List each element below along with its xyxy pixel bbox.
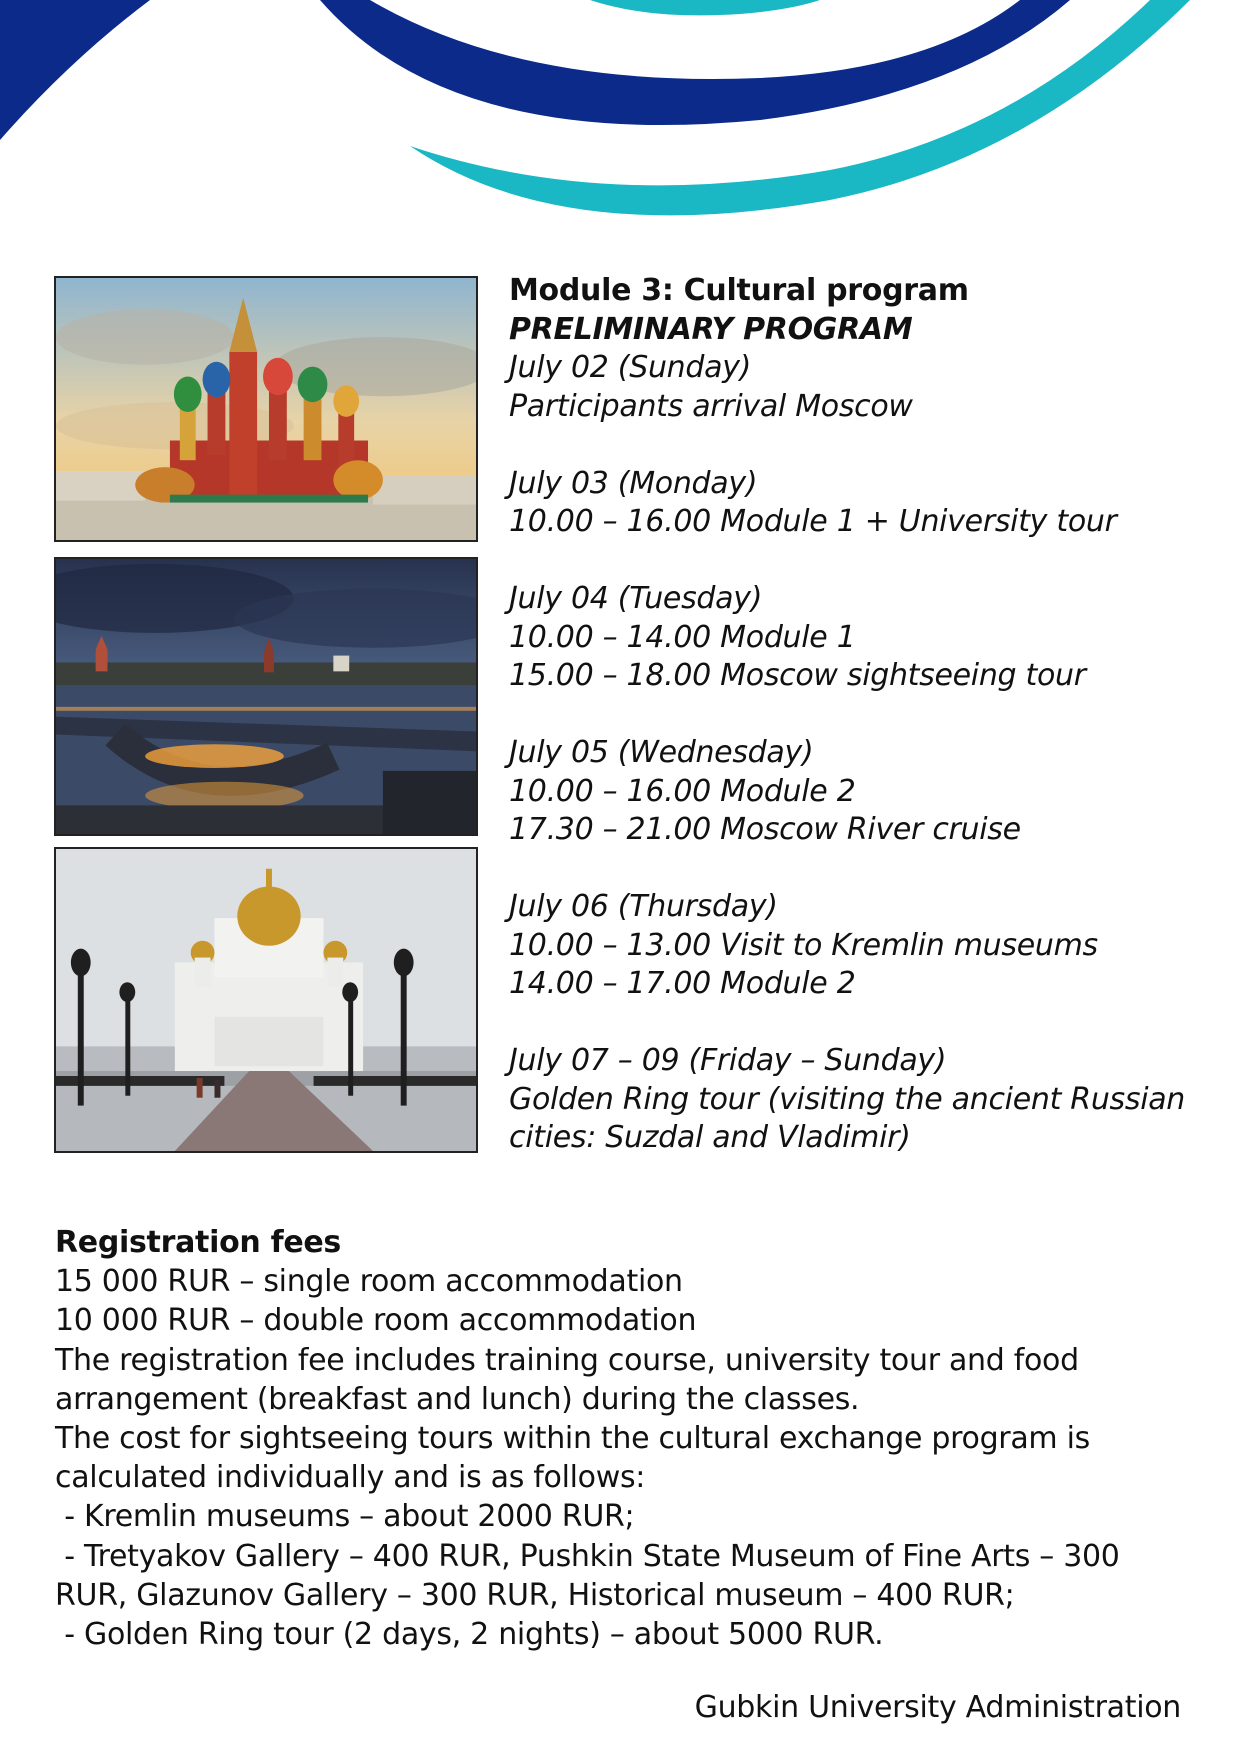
day-item: cities: Suzdal and Vladimir) <box>509 1120 911 1155</box>
day-item: 14.00 – 17.00 Module 2 <box>509 966 856 1001</box>
fees-line: arrangement (breakfast and lunch) during the classes. <box>55 1381 860 1417</box>
fees-heading: Registration fees <box>55 1225 341 1260</box>
program-subtitle: PRELIMINARY PROGRAM <box>509 311 913 347</box>
day-item: Golden Ring tour (visiting the ancient Russian <box>509 1081 1186 1117</box>
fees-line: - Kremlin museums – about 2000 RUR; <box>55 1499 635 1535</box>
signature: Gubkin University Administration <box>694 1690 1181 1725</box>
fees-line: RUR, Glazunov Gallery – 300 RUR, Historical museum – 400 RUR; <box>55 1577 1015 1613</box>
fees-line: calculated individually and is as follows: <box>55 1460 646 1496</box>
st-basils-cathedral-photo <box>54 276 478 542</box>
fees-line: The registration fee includes training course, university tour and food <box>55 1342 1079 1378</box>
program-title: Module 3: Cultural program <box>509 273 969 308</box>
day-date: July 06 (Thursday) <box>509 889 778 924</box>
day-item: 17.30 – 21.00 Moscow River cruise <box>509 812 1021 847</box>
day-date: July 05 (Wednesday) <box>509 735 814 770</box>
day-item: 10.00 – 13.00 Visit to Kremlin museums <box>509 927 1098 963</box>
day-date: July 07 – 09 (Friday – Sunday) <box>509 1043 947 1078</box>
day-date: July 04 (Tuesday) <box>509 581 763 616</box>
fees-line: - Tretyakov Gallery – 400 RUR, Pushkin State Museum of Fine Arts – 300 <box>55 1538 1120 1574</box>
day-date: July 02 (Sunday) <box>509 350 752 385</box>
fees-line: 15 000 RUR – single room accommodation <box>55 1264 683 1300</box>
day-date: July 03 (Monday) <box>509 465 758 501</box>
fees-line: The cost for sightseeing tours within the cultural exchange program is <box>55 1421 1090 1457</box>
day-item: 15.00 – 18.00 Moscow sightseeing tour <box>509 658 1086 693</box>
day-item: 10.00 – 16.00 Module 2 <box>509 773 856 809</box>
day-item: Participants arrival Moscow <box>509 388 913 424</box>
cultural-program <box>509 272 1209 1158</box>
christ-the-saviour-cathedral-photo <box>54 847 478 1153</box>
registration-fees <box>55 1223 1195 1654</box>
fees-line: 10 000 RUR – double room accommodation <box>55 1303 697 1339</box>
day-item: 10.00 – 16.00 Module 1 + University tour <box>509 504 1117 539</box>
day-item: 10.00 – 14.00 Module 1 <box>509 619 856 655</box>
kremlin-bridge-photo <box>54 557 478 836</box>
fees-line: - Golden Ring tour (2 days, 2 nights) – about 5000 RUR. <box>55 1617 884 1653</box>
header-swoosh-decoration <box>0 0 1241 260</box>
